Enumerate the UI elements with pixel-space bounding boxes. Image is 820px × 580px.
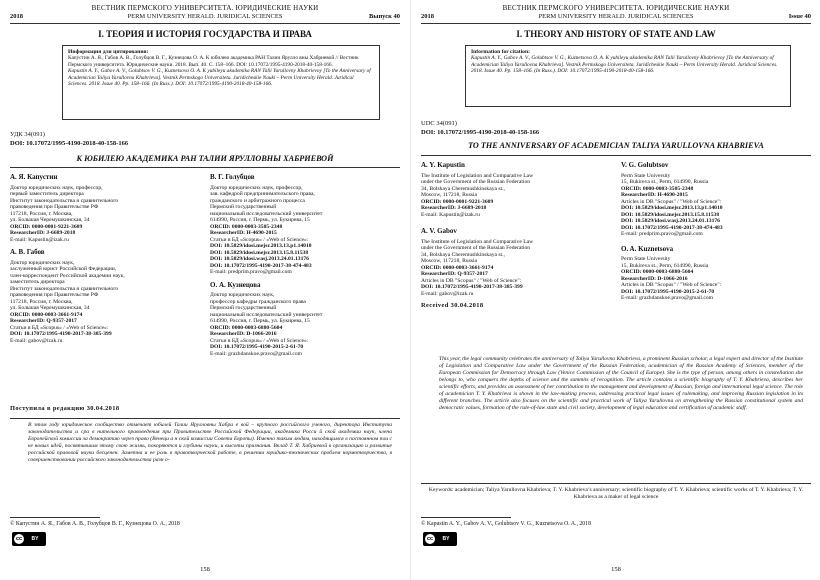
header-year: 2018: [10, 13, 23, 20]
authors-column-2: [210, 170, 395, 363]
author-info-line: первый заместитель директора: [10, 191, 84, 197]
author-articles-label: Articles in DB "Scopus" / "Web of Science":: [621, 282, 722, 288]
author-info-line: The Institute of Legislation and Comparative Law: [421, 172, 534, 179]
author-researcher-id: ResearcherID: Q-9357-2017: [421, 271, 488, 277]
author-article-doi[interactable]: DOI: 10.5829/idosi.mejsr.2013.15.8.11538: [210, 249, 309, 256]
citation-en: Kapustin A. Y., Gabov A. V., Golubtsov V. G., Kuznetsova O. A. K yubileyu akademika RAN Talii Yarullovny Khabrievoy [To the Anniversary of Academician Taliya Yarullovna Khabrieva]. Vestnik Permskogo Universiteta. Juridicheskie Nauki – Perm University Herald. Juridical Sciences. 2018. Issue 40. Pp. 158–166. (In Russ.). DOI: 10.17072/1995-4190-2018-40-158-166.: [68, 68, 371, 88]
author-block: [621, 162, 806, 238]
citation-en: Kapustin A. Y., Gabov A. V., Golubtsov V. G., Kuznetsova O. A. K yubileyu akademika RAN Talii Yarullovny Khabrievoy [To the Anniversary of Academician Taliya Yarullovna Khabrieva]. Vestnik Permskogo Universiteta. Juridicheskie Nauki – Perm University Herald. Juridical Sciences. 2018. Issue 40. Pp. 158–166. (In Russ.). DOI: 10.17072/1995-4190-2018-40-158-166.: [471, 55, 778, 75]
author-info-line: 614990, Россия, г. Пермь, ул. Букирева, 15: [210, 217, 310, 223]
cc-by-license-badge[interactable]: [12, 532, 46, 546]
copyright-notice: © Kapustin A. Y., Gabov A. V., Golubtsov V. G., Kuznetsova O. A., 2018: [421, 521, 591, 527]
author-name: A. V. Gabov: [421, 227, 457, 235]
author-email[interactable]: E-mail: Kapustin@izak.ru: [421, 211, 480, 218]
author-info-line: правоведения при Правительстве РФ: [10, 204, 99, 210]
author-email[interactable]: E-mail: grazhdanskoe.pravo@gmail.com: [621, 295, 713, 301]
author-info-line: Пермский государственный: [210, 305, 277, 311]
received-date: Поступила в редакцию 30.04.2018: [10, 405, 120, 412]
author-info-line: заслуженный юрист Российской Федерации,: [10, 266, 117, 272]
author-article-doi[interactable]: DOI: 10.17072/1995-4190-2015-2-61-70: [621, 288, 715, 295]
author-block: [210, 282, 395, 358]
author-info-line: профессор кафедры гражданского права: [210, 298, 306, 305]
author-info-line: Институт законодательства и сравнительного: [10, 285, 119, 292]
author-info-line: 117218, Россия, г. Москва,: [10, 210, 73, 217]
article-title: TO THE ANNIVERSARY OF ACADEMICIAN TALIYA YARULLOVNA KHABRIEVA: [468, 141, 764, 150]
author-article-doi[interactable]: DOI: 10.5829/idosi.mejsr.2013.13.p1.14010: [621, 205, 723, 211]
author-researcher-id: ResearcherID: D-1066-2016: [621, 275, 688, 282]
author-info-line: национальный исследовательский университет: [210, 311, 323, 318]
author-info-line: 614990, Россия, г. Пермь, ул. Букирева, 15: [210, 318, 310, 324]
citation-box: [465, 45, 791, 107]
author-info-line: Moscow, 117218, Russia: [421, 192, 477, 198]
right-page: [410, 0, 820, 580]
citation-box: [62, 45, 380, 120]
author-articles-label: Статьи в БД «Scopus» / «Web of Science»:: [10, 324, 109, 331]
author-researcher-id: ResearcherID: H-4690-2015: [621, 192, 688, 198]
author-block: [210, 174, 395, 276]
author-article-doi[interactable]: DOI: 10.17072/1995-4190-2017-38-474-483: [621, 224, 723, 231]
author-name: O. A. Kuznetsova: [621, 244, 674, 253]
author-info-line: 117218, Россия, г. Москва,: [10, 298, 73, 305]
footnote-divider: [10, 517, 100, 518]
author-info-line: Пермский государственный: [210, 204, 277, 210]
author-block: [621, 246, 806, 302]
journal-title-en: PERM UNIVERSITY HERALD. JURIDICAL SCIENCES: [127, 13, 283, 20]
author-email[interactable]: E-mail: grazhdanskoe.pravo@gmail.com: [210, 350, 302, 357]
author-articles-label: Статьи в БД «Scopus» / «Web of Science»:: [210, 236, 309, 243]
author-name: A. Y. Kapustin: [421, 161, 465, 169]
author-orcid: ORCID: 0000-0003-3505-2348: [621, 185, 694, 192]
author-article-doi[interactable]: DOI: 10.5829/idosi.wasj.2013.24.01.13176: [621, 218, 720, 224]
author-info-line: правоведения при Правительстве РФ: [10, 292, 99, 298]
author-articles-label: Articles in DB "Scopus" / "Web of Science":: [421, 277, 522, 284]
title-divider: [10, 167, 400, 168]
author-article-doi[interactable]: DOI: 10.17072/1995-4190-2017-38-385-399: [10, 331, 112, 337]
author-researcher-id: ResearcherID: H-4690-2015: [210, 230, 277, 236]
journal-title-ru: ВЕСТНИК ПЕРМСКОГО УНИВЕРСИТЕТА. ЮРИДИЧЕСКИЕ НАУКИ: [502, 4, 730, 12]
author-orcid: ORCID: 0000-0001-9221-3609: [421, 198, 494, 205]
author-name: А. В. Габов: [10, 248, 45, 256]
author-info-line: under the Government of the Russian Federation: [421, 245, 531, 251]
author-researcher-id: ResearcherID: J-6689-2018: [10, 230, 76, 236]
author-info-line: 15, Bukireva st., Perm, 614990, Russia: [621, 179, 709, 185]
doi: DOI: 10.17072/1995-4190-2018-40-158-166: [10, 140, 129, 147]
author-info-line: ул. Большая Черемушкинская, 34: [10, 217, 90, 223]
author-info-line: The Institute of Legislation and Comparative Law: [421, 238, 534, 245]
footnote-divider: [421, 517, 511, 518]
author-block: [10, 174, 195, 243]
creative-commons-icon: cc: [15, 536, 23, 542]
section-title: I. THEORY AND HISTORY OF STATE AND LAW: [516, 29, 716, 39]
creative-commons-icon: cc: [426, 536, 434, 542]
journal-title-en: PERM UNIVERSITY HERALD. JURIDICAL SCIENCES: [538, 13, 694, 20]
author-articles-label: Articles in DB "Scopus" / "Web of Science":: [621, 198, 722, 205]
author-info-line: Perm State University: [621, 172, 671, 179]
author-info-line: член-корреспондент Российской академии наук,: [10, 272, 125, 279]
author-researcher-id: ResearcherID: D-1066-2016: [210, 331, 277, 337]
author-researcher-id: ResearcherID: Q-9357-2017: [10, 318, 77, 324]
author-email[interactable]: E-mail: gabov@izak.ru: [10, 337, 63, 344]
running-header: [421, 13, 811, 22]
author-email[interactable]: E-mail: predprim.pravo@gmail.com: [210, 269, 292, 275]
license-by-label: BY: [31, 536, 39, 542]
author-info-line: Moscow, 117218, Russia: [421, 258, 477, 264]
authors-column-1: [10, 170, 195, 350]
authors-column-1: [421, 158, 606, 310]
header-divider: [10, 23, 400, 24]
header-year: 2018: [421, 13, 434, 20]
author-article-doi[interactable]: DOI: 10.17072/1995-4190-2015-2-61-70: [210, 344, 304, 350]
author-info-line: национальный исследовательский университет: [210, 210, 323, 217]
author-name: V. G. Golubtsov: [621, 161, 669, 169]
author-orcid: ORCID: 0000-0003-6880-5604: [210, 324, 283, 331]
doi: DOI: 10.17072/1995-4190-2018-40-158-166: [421, 129, 540, 136]
license-by-label: BY: [442, 536, 450, 542]
author-article-doi[interactable]: DOI: 10.5829/idosi.mejsr.2013.13.p1.14010: [210, 243, 312, 249]
author-info-line: Доктор юридических наук, профессор,: [210, 184, 303, 191]
author-orcid: ORCID: 0000-0003-3661-9174: [421, 264, 494, 271]
keywords: Keywords: academician; Taliya Yarullovna Khabrieva; T. Y. Khabrieva’s anniversary; scientific biography of T. Y. Khabrieva; scientific works of T. Y. Khabrieva; T. Y. Khabrieva as a maker of legal science: [428, 487, 804, 500]
received-date: Received 30.04.2018: [421, 302, 484, 309]
author-info-line: 15, Bukireva st., Perm, 614990, Russia: [621, 262, 709, 269]
page-number: 158: [611, 566, 621, 573]
author-info-line: Доктор юридических наук, профессор,: [10, 184, 103, 191]
author-info-line: ул. Большая Черемушкинская, 34: [10, 305, 90, 311]
author-orcid: ORCID: 0000-0001-9221-3609: [10, 223, 83, 230]
udk-code: UDC 34(091): [421, 120, 457, 127]
author-info-line: заместитель директора: [10, 279, 65, 285]
abstract: This year, the legal community celebrates the anniversary of Taliya Yarullovna Khabrieva, a prominent Russian scholar, a legal expert and director of the Institute of Legislation and Comparative Law under the Government of the Russian Federation, academician of the Russian Academy of Sciences, member of the European Commission for Democracy through Law (Venice Commission of the Council of Europe). She is the type of person, among others in constellation she belongs to, who conquers the depths of science and the summits of recognition. The article contains a scientific biography of T. Y. Khabrieva, describes her scientific efforts, and provides an assessment of her contribution to the management and development of Russian, foreign and international legal science. The role of academician T. Y. Khabrieva is shown in the law-making process, addressing practical legal issues of rulemaking, and improving Russian legislation in its different branches. The article also focuses on the scientific and practical work of Taliya Yarullovna on strengthening the Russian constitutional system and democratic values, formation of the rule-of-law state and civil society, development of legal education and certification of academic staff.: [439, 356, 803, 411]
header-issue: Выпуск 40: [369, 13, 400, 20]
authors-column-2: [621, 158, 806, 308]
author-email[interactable]: E-mail: gabov@izak.ru: [421, 290, 474, 297]
author-email[interactable]: E-mail: predprim.pravo@gmail.com: [621, 231, 703, 237]
abstract: В этом году юридическое сообщество отмечает юбилей Талии Ярулловны Хабри е вой – крупного российского ученого, директора Института законодательства и сра в нительного правоведения при Правительстве Российской Федерации, академика Росси й ской академии наук, члена Европейской комиссии за демократию через право (Венеци а н ской комиссии Совета Европы). Именно таким людям, находящимся в постоянном пои с ке новых идей, посвятившим этому свою жизнь, покоряются и глубины науки, и высоты признания. Вклад Т. Я. Хабриевой в организацию и развитие российской правовой науки бесценен. Заметна и ее роль в правотворческой работе, в решении юридико-технических проблем нормотворчества, в совершенствовании российского законодательства разн о-: [28, 422, 392, 463]
author-info-line: 34, Bolshaya Cheremushkinskaya st.,: [421, 251, 505, 258]
author-articles-label: Статьи в БД «Scopus» / «Web of Science»:: [210, 337, 309, 344]
author-researcher-id: ResearcherID: J-6689-2018: [421, 205, 487, 211]
author-orcid: ORCID: 0000-0003-3505-2348: [210, 223, 283, 230]
author-article-doi[interactable]: DOI: 10.5829/idosi.wasj.2013.24.01.13176: [210, 256, 309, 262]
author-name: В. Г. Голубцов: [210, 173, 255, 181]
running-header: [10, 13, 400, 22]
author-article-doi[interactable]: DOI: 10.17072/1995-4190-2017-38-474-483: [210, 262, 312, 269]
citation-ru: Капустин А. Я., Габов А. В., Голубцов В. Г., Кузнецова О. А. К юбилею академика РАН Талии Ярулло вны Хабриевой // Вестник Пермского университета. Юридические науки. 2018. Вып. 40. С. 158–166. DOI: 10.17072/1995-4190-2018-40-158-166.: [68, 55, 359, 68]
author-info-line: Perm State University: [621, 256, 671, 262]
author-info-line: зав. кафедрой предпринимательского права,: [210, 191, 315, 197]
author-info-line: гражданского и арбитражного процесса: [210, 197, 305, 204]
author-email[interactable]: E-mail: Kapustin@izak.ru: [10, 236, 69, 243]
author-name: О. А. Кузнецова: [210, 280, 261, 289]
author-info-line: under the Government of the Russian Federation: [421, 179, 531, 185]
title-divider: [421, 155, 811, 156]
author-article-doi[interactable]: DOI: 10.17072/1995-4190-2017-38-385-399: [421, 284, 523, 290]
author-orcid: ORCID: 0000-0003-6880-5604: [621, 269, 694, 275]
udk-code: УДК 34(091): [10, 131, 45, 138]
copyright-notice: © Капустин А. Я., Габов А. В., Голубцов В. Г., Кузнецова О. А., 2018: [10, 521, 180, 527]
author-block: [421, 228, 606, 297]
author-info-line: 34, Bolshaya Cheremushkinskaya st.,: [421, 185, 505, 192]
author-name: А. Я. Капустин: [10, 173, 58, 181]
author-article-doi[interactable]: DOI: 10.5829/idosi.mejsr.2013.15.8.11538: [621, 211, 720, 218]
cc-by-license-badge[interactable]: [423, 532, 457, 546]
page-number: 158: [200, 566, 210, 573]
author-info-line: Доктор юридических наук,: [10, 259, 75, 266]
author-block: [10, 249, 195, 344]
header-divider: [421, 23, 811, 24]
section-title: I. ТЕОРИЯ И ИСТОРИЯ ГОСУДАРСТВА И ПРАВА: [98, 29, 312, 39]
citation-title: Information for citation:: [471, 49, 530, 55]
journal-title-ru: ВЕСТНИК ПЕРМСКОГО УНИВЕРСИТЕТА. ЮРИДИЧЕСКИЕ НАУКИ: [91, 4, 319, 12]
citation-title: Информация для цитирования:: [68, 49, 149, 55]
abstract-divider: [421, 483, 811, 484]
author-orcid: ORCID: 0000-0003-3661-9174: [10, 311, 83, 318]
article-title: К ЮБИЛЕЮ АКАДЕМИКА РАН ТАЛИИ ЯРУЛЛОВНЫ ХАБРИЕВОЙ: [76, 154, 334, 163]
author-block: [421, 162, 606, 218]
abstract-divider: [10, 418, 400, 419]
author-info-line: Доктор юридических наук,: [210, 292, 275, 298]
author-info-line: Институт законодательства и сравнительного: [10, 197, 119, 204]
header-issue: Issue 40: [788, 13, 811, 20]
